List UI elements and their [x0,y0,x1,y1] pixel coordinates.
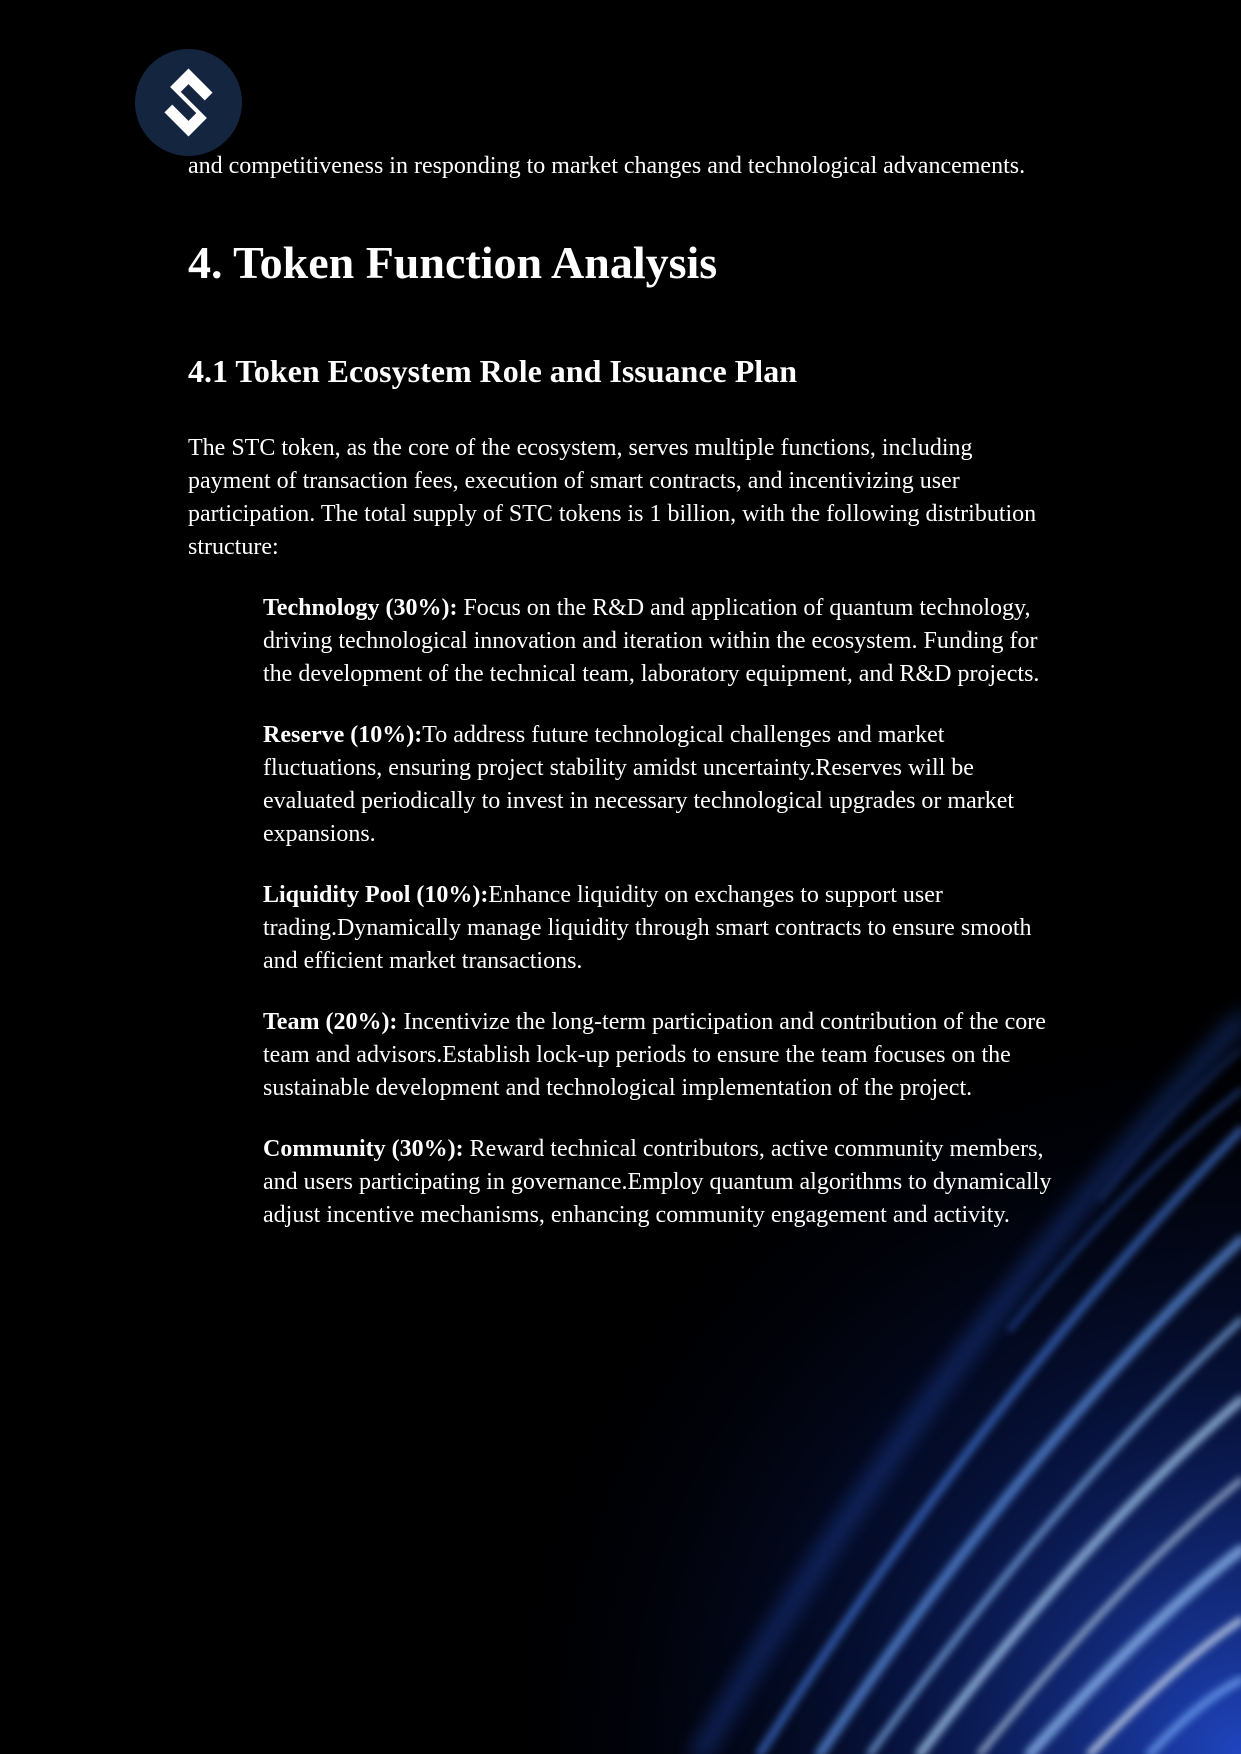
distribution-item-liquidity-pool [263,879,1058,978]
intro-paragraph: The STC token, as the core of the ecosystem, serves multiple functions, including payment of transaction fees, execution of smart contracts, and incentivizing user participation. The total supply of STC tokens is 1 billion, with the following distribution structure: [188,435,1037,560]
distribution-label: Reserve (10%): [263,722,423,748]
distribution-label: Community (30%): [263,1136,464,1162]
distribution-text: Focus on the R&D and application of quantum technology, driving technological innovation and iteration within the ecosystem. Funding for the development of the technical team, laboratory equipment, and R&D projects. [263,595,1040,687]
document-body [188,150,1058,1260]
distribution-text: Incentivize the long-term participation and contribution of the core team and advisors.Establish lock-up periods to ensure the team focuses on the sustainable development and technological implementation of the project. [263,1009,1046,1101]
distribution-item-reserve [263,719,1058,851]
subsection-heading: 4.1 Token Ecosystem Role and Issuance Plan [188,353,797,389]
section-heading: 4. Token Function Analysis [188,237,718,288]
distribution-item-community [263,1133,1058,1232]
distribution-text: Reward technical contributors, active community members, and users participating in governance.Employ quantum algorithms to dynamically adjust incentive mechanisms, enhancing community engagement and activity. [263,1136,1052,1228]
distribution-item-technology [263,592,1058,691]
distribution-item-team [263,1006,1058,1105]
distribution-label: Team (20%): [263,1009,398,1035]
distribution-text: Enhance liquidity on exchanges to support user trading.Dynamically manage liquidity through smart contracts to ensure smooth and efficient market transactions. [263,882,1032,974]
distribution-list [263,592,1058,1232]
distribution-label: Liquidity Pool (10%): [263,882,489,908]
brand-logo-icon [135,49,242,156]
distribution-label: Technology (30%): [263,595,458,621]
continuation-paragraph: and competitiveness in responding to market changes and technological advancements. [188,153,1026,179]
distribution-text: To address future technological challenges and market fluctuations, ensuring project stability amidst uncertainty.Reserves will be evaluated periodically to invest in necessary technological upgrades or market expansions. [263,722,1015,847]
